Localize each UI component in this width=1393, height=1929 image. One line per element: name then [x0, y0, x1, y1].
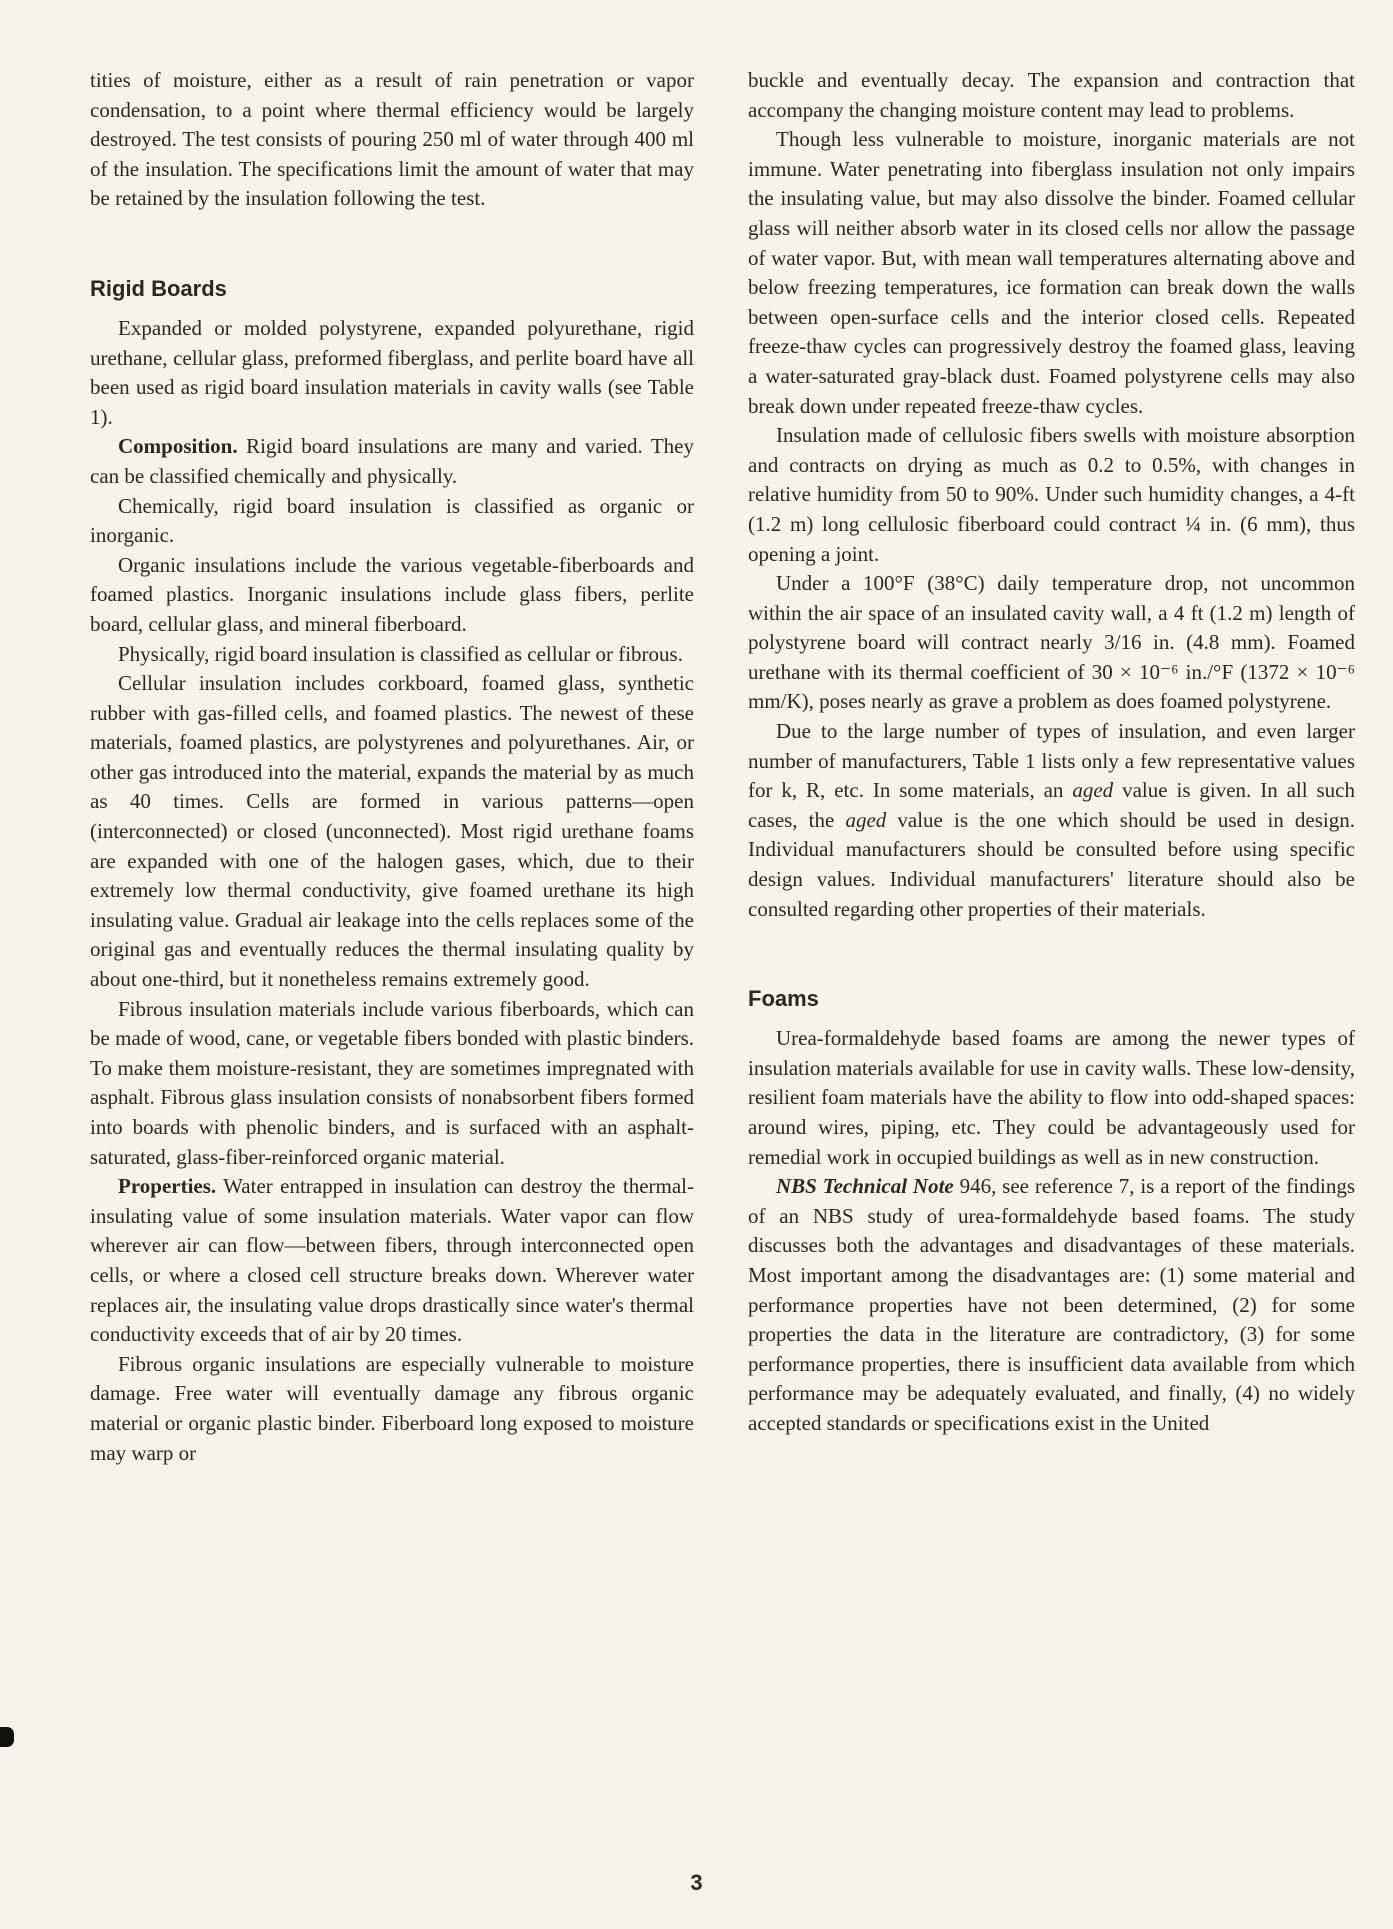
paragraph-cellular: Cellular insulation includes corkboard, foamed glass, synthetic rubber with gas-filled cells, and foamed plastics. The newest of these materials, foamed plastics, are polystyrenes and polyurethanes. Air, or other gas introduced into the material, expands the material by as much as 40 times. Cells are formed in various patterns—open (interconnected) or closed (unconnected). Most rigid urethane foams are expanded with one of the halogen gases, which, due to their extremely low thermal conductivity, give foamed urethane its high insulating value. Gradual air leakage into the cells replaces some of the original gas and eventually reduces the thermal insulating quality by about one-third, but it nonetheless remains extremely good.	[90, 671, 694, 992]
properties-runin-heading: Properties.	[118, 1174, 217, 1199]
paragraph-though: Though less vulnerable to moisture, inorganic materials are not immune. Water penetrating into fiberglass insulation not only impairs the insulating value, but may also dissolve the binder. Foamed cellular glass will neither absorb water in its closed cells nor allow the passage of water vapor. But, with mean wall temperatures alternating above and below freezing temperatures, ice formation can break down the walls between open-surface cells and the interior closed cells. Repeated freeze-thaw cycles can progressively destroy the foamed glass, leaving a water-saturated gray-black dust. Foamed polystyrene cells may also break down under repeated freeze-thaw cycles.	[748, 127, 1355, 418]
paragraph-urea: Urea-formaldehyde based foams are among the newer types of insulation materials available for use in cavity walls. These low-density, resilient foam materials have the ability to flow into odd-shaped spaces: around wires, piping, etc. They could be advantageously used for remedial work in occupied buildings as well as in new construction.	[748, 1026, 1355, 1169]
properties-text: Water entrapped in insulation can destroy the thermal-insulating value of some insulation materials. Water vapor can flow wherever air can flow—between fibers, through interconnected open cells, or where a closed cell structure breaks down. Wherever water replaces air, the insulating value drops drastically since water's thermal conductivity exceeds that of air by 20 times.	[90, 1174, 694, 1347]
paragraph-composition	[90, 432, 694, 491]
due-text-a: Due to the large number of types of insulation, and even larger number of manufacturers, Table 1 lists only a few representative values for k, R, etc. In some materials, an	[748, 719, 1355, 803]
paragraph-nbs	[748, 1172, 1355, 1438]
paragraph-expanded: Expanded or molded polystyrene, expanded polyurethane, rigid urethane, cellular glass, preformed fiberglass, and perlite board have all been used as rigid board insulation materials in cavity walls (see Table 1).	[90, 315, 694, 429]
paragraph-physically: Physically, rigid board insulation is classified as cellular or fibrous.	[118, 641, 683, 666]
paragraph-properties	[90, 1172, 694, 1350]
paragraph-buckle: buckle and eventually decay. The expansion and contraction that accompany the changing moisture content may lead to problems.	[748, 68, 1355, 122]
section-heading-rigid-boards: Rigid Boards	[90, 275, 227, 301]
paragraph-under: Under a 100°F (38°C) daily temperature drop, not uncommon within the air space of an insulated cavity wall, a 4 ft (1.2 m) length of polystyrene board will contract nearly 3/16 in. (4.8 mm). Foamed urethane with its thermal coefficient of 30 × 10⁻⁶ in./°F (1372 × 10⁻⁶ mm/K), poses nearly as grave a problem as does foamed polystyrene.	[748, 571, 1355, 714]
aged-emphasis-1: aged	[1072, 778, 1114, 803]
paragraph-chemically: Chemically, rigid board insulation is classified as organic or inorganic.	[90, 493, 694, 548]
paragraph-due	[748, 717, 1355, 924]
binder-hole-mark	[0, 1727, 14, 1747]
left-column	[90, 66, 694, 1468]
paragraph-fibrous-organic: Fibrous organic insulations are especially vulnerable to moisture damage. Free water will eventually damage any fibrous organic material or organic plastic binder. Fiberboard long exposed to moisture may warp or	[90, 1351, 694, 1465]
composition-text: Rigid board insulations are many and varied. They can be classified chemically and physically.	[90, 434, 694, 488]
nbs-technical-note-title: NBS Technical Note	[776, 1174, 954, 1199]
due-text-c: value is the one which should be used in design. Individual manufacturers should be consulted before using specific design values. Individual manufacturers' literature should also be consulted regarding other properties of their materials.	[748, 807, 1355, 921]
section-heading-foams: Foams	[748, 986, 819, 1012]
paragraph-intro: tities of moisture, either as a result of rain penetration or vapor condensation, to a point where thermal efficiency would be largely destroyed. The test consists of pouring 250 ml of water through 400 ml of the insulation. The specifications limit the amount of water that may be retained by the insulation following the test.	[90, 68, 694, 211]
due-text-b: value is given. In all such cases, the	[748, 778, 1356, 832]
paragraph-organic: Organic insulations include the various vegetable-fiberboards and foamed plastics. Inorganic insulations include glass fibers, perlite board, cellular glass, and mineral fiberboard.	[90, 552, 694, 636]
paragraph-fibrous: Fibrous insulation materials include various fiberboards, which can be made of wood, cane, or vegetable fibers bonded with plastic binders. To make them moisture-resistant, they are sometimes impregnated with asphalt. Fibrous glass insulation consists of nonabsorbent fibers formed into boards with phenolic binders, and is surfaced with an asphalt-saturated, glass-fiber-reinforced organic material.	[90, 996, 694, 1169]
nbs-text: 946, see reference 7, is a report of the findings of an NBS study of urea-formaldehyde based foams. The study discusses both the advantages and disadvantages of these materials. Most important among the disadvantages are: (1) some material and performance properties have not been determined, (2) for some properties the data in the literature are contradictory, (3) for some performance properties, there is insufficient data available from which performance may be adequately evaluated, and finally, (4) no widely accepted standards or specifications exist in the United	[748, 1174, 1355, 1435]
page-number: 3	[690, 1870, 703, 1895]
paragraph-cellulosic: Insulation made of cellulosic fibers swells with moisture absorption and contracts on drying as much as 0.2 to 0.5%, with changes in relative humidity from 50 to 90%. Under such humidity changes, a 4-ft (1.2 m) long cellulosic fiberboard could contract ¼ in. (6 mm), thus opening a joint.	[748, 423, 1355, 566]
aged-emphasis-2: aged	[845, 807, 887, 832]
right-column	[748, 66, 1355, 1439]
composition-runin-heading: Composition.	[118, 434, 238, 459]
